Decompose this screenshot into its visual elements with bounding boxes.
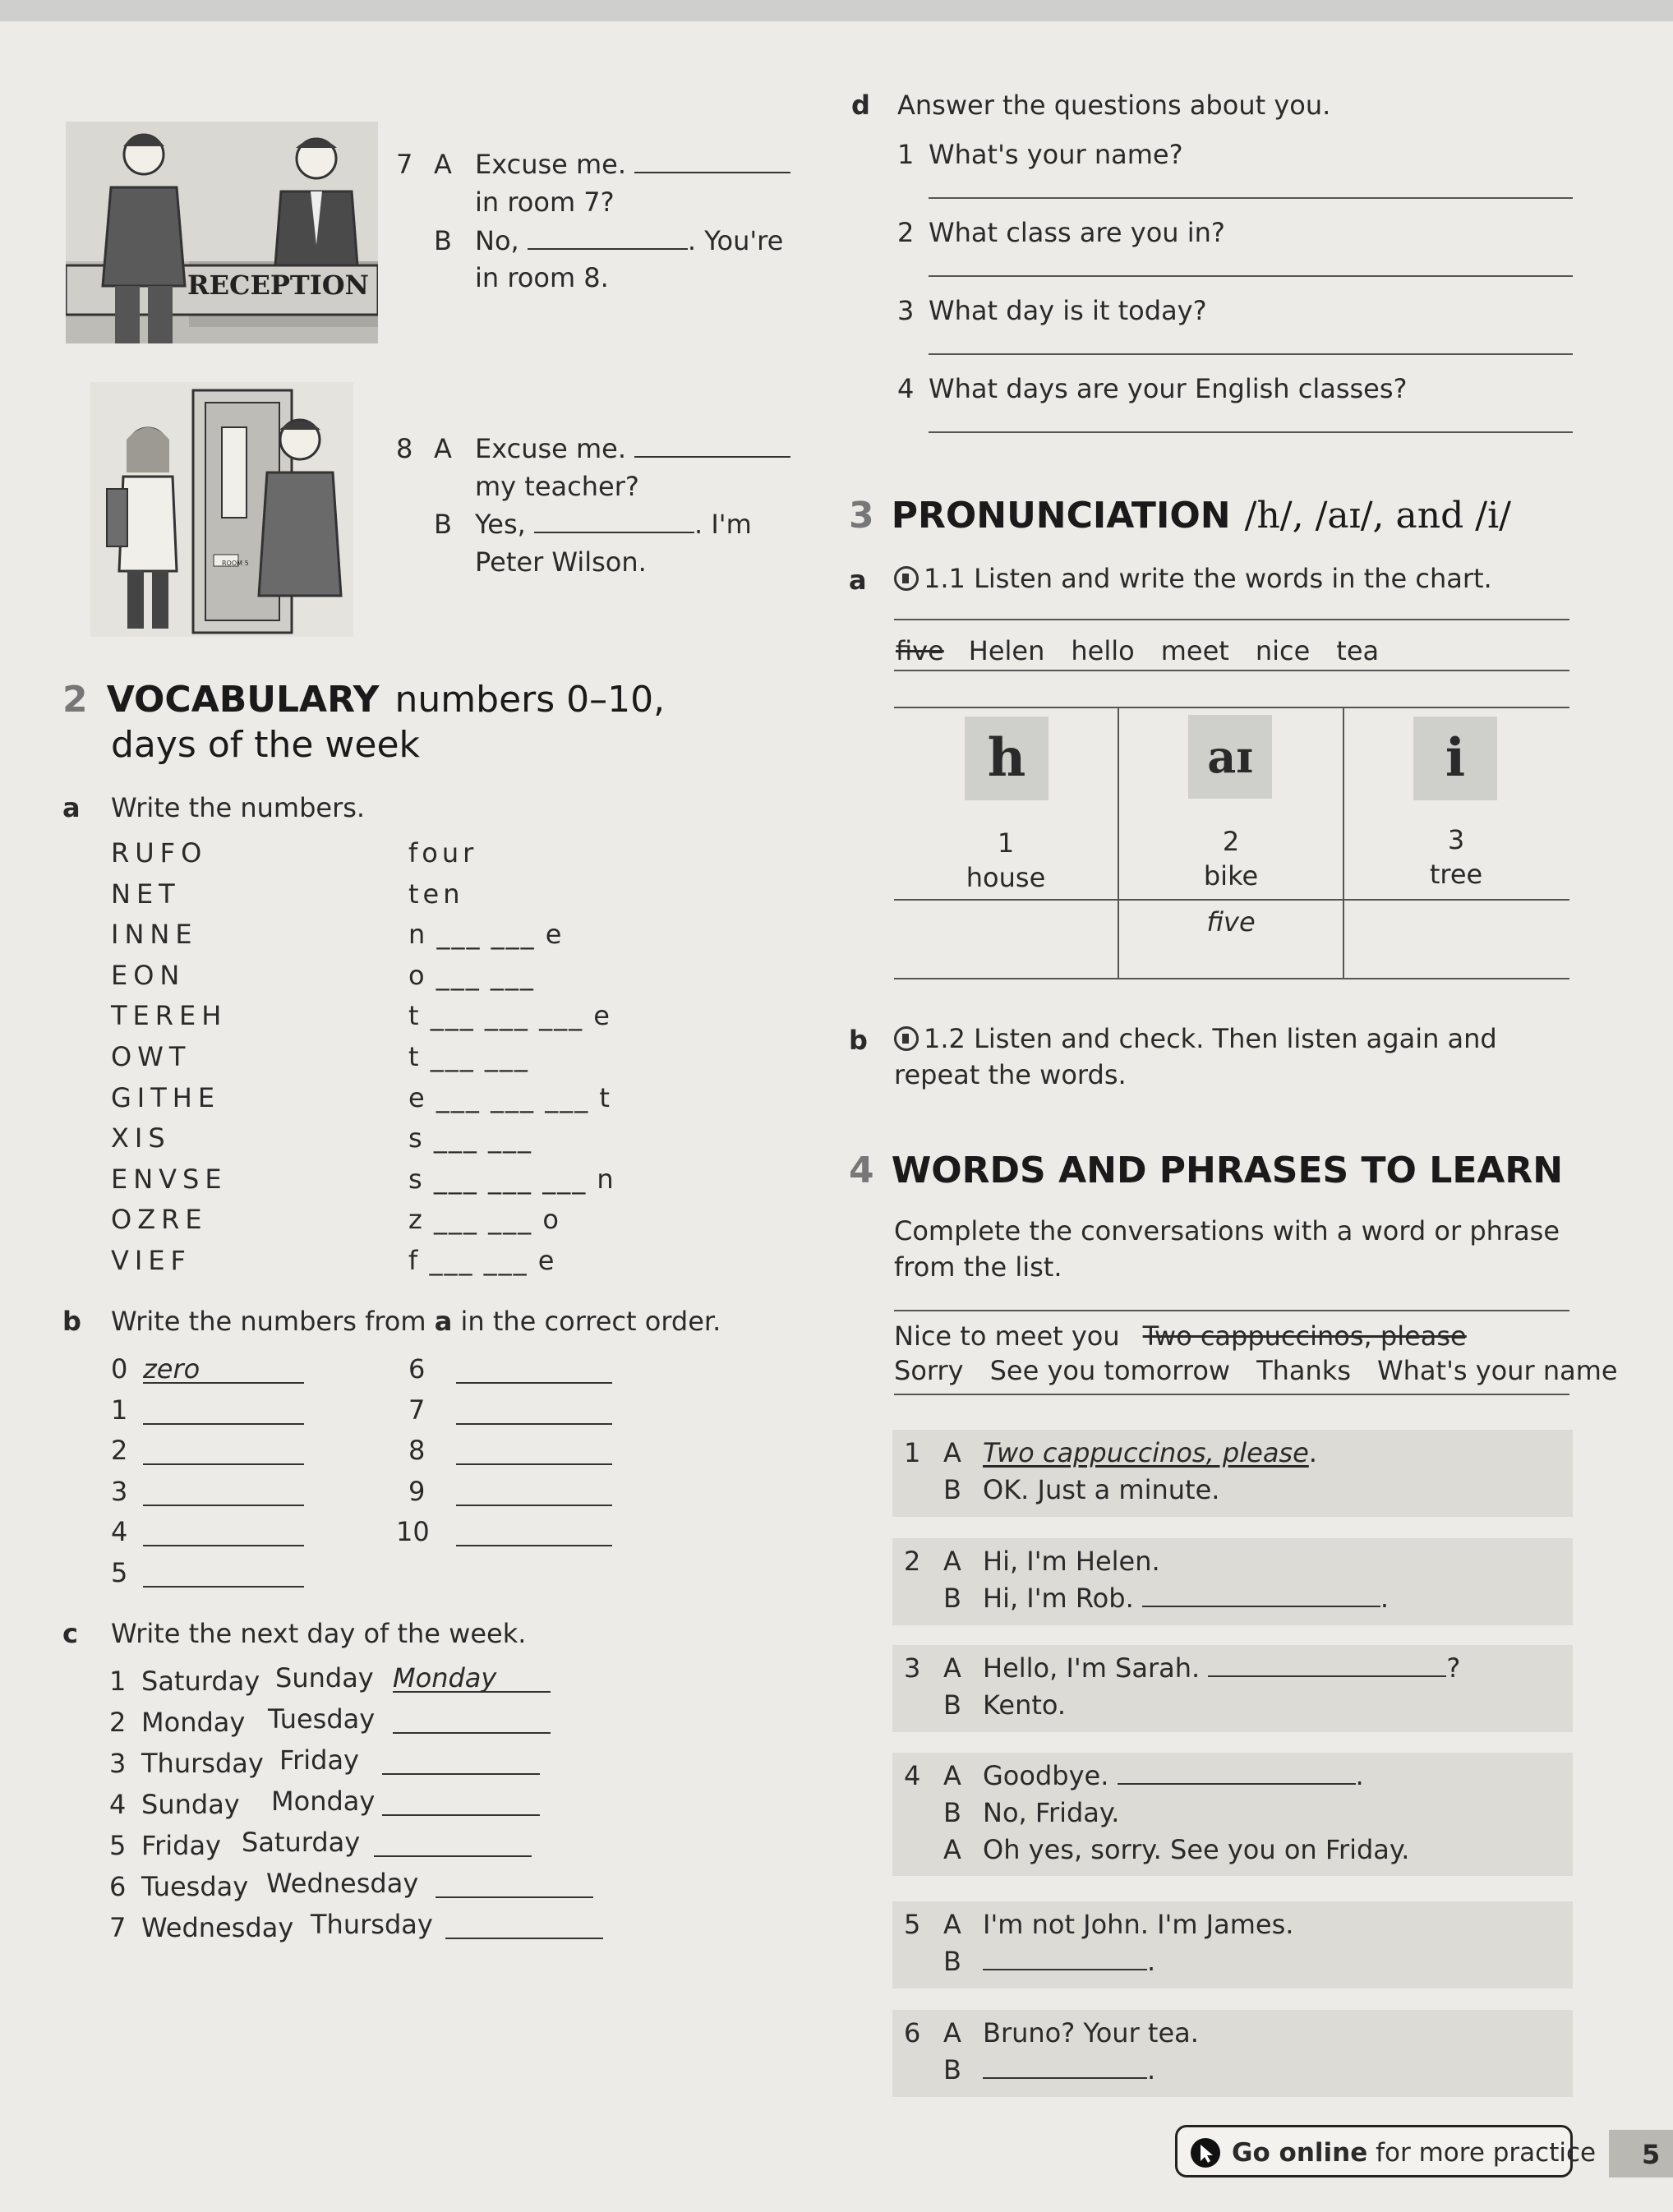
day-item-second: Wednesday — [266, 1868, 419, 1899]
conv-7-a-line2: in room 7? — [475, 187, 615, 218]
section-2b-instruction — [111, 1306, 721, 1337]
dialog-speaker: B — [943, 1689, 961, 1721]
conv-7-b-line1 — [475, 225, 784, 256]
dialog-text: Goodbye. — [983, 1760, 1109, 1791]
section-4-instruction-1: Complete the conversations with a word or phrase — [894, 1215, 1560, 1247]
pronunciation-word: tea — [1336, 635, 1380, 666]
section-2c-instruction: Write the next day of the week. — [111, 1618, 527, 1649]
section-2-subtitle-1: numbers 0–10, — [394, 679, 666, 721]
door-illustration — [90, 382, 353, 637]
dialog-line — [983, 1583, 1390, 1614]
go-online-text — [1232, 2138, 1597, 2168]
dialog-line — [983, 1546, 1160, 1577]
anagram-answer[interactable]: t ___ ___ ___ e — [408, 1000, 611, 1032]
day-item-first: Saturday — [141, 1666, 260, 1697]
dialog-number: 2 — [904, 1546, 921, 1577]
day-item-first: Monday — [141, 1707, 246, 1738]
dialog-number: 4 — [904, 1760, 921, 1791]
dialog-answer-blank[interactable] — [1118, 1765, 1356, 1785]
wordlist-rule-bottom — [894, 670, 1569, 671]
anagram-answer[interactable]: z ___ ___ o — [408, 1204, 560, 1236]
wordlist-rule-top — [894, 619, 1569, 620]
day-item-number: 7 — [109, 1912, 127, 1943]
day-item-second: Monday — [271, 1786, 376, 1817]
day-item-second: Sunday — [275, 1662, 374, 1694]
anagram-word: EON — [111, 959, 186, 991]
question-answer-line[interactable] — [929, 353, 1573, 355]
day-item-first: Tuesday — [141, 1871, 249, 1902]
anagram-answer[interactable]: s ___ ___ ___ n — [408, 1163, 615, 1195]
door-drawing — [90, 382, 353, 637]
section-3b-text-1: Listen and check. Then listen again and — [974, 1023, 1497, 1054]
pronunciation-word: five — [896, 635, 944, 666]
day-item-first: Friday — [141, 1830, 221, 1861]
section-3a-track: 1.1 — [924, 563, 966, 594]
order-number: 5 — [111, 1557, 128, 1588]
chart-col-1-number: 1 — [997, 827, 1015, 859]
chart-symbol-1: h — [987, 727, 1026, 789]
order-number: 3 — [111, 1475, 128, 1507]
pronunciation-word-list — [896, 635, 1405, 666]
order-answer-blank[interactable] — [143, 1560, 304, 1588]
section-3b-track: 1.2 — [924, 1023, 966, 1054]
chart-col-2-number: 2 — [1222, 826, 1240, 857]
anagram-answer[interactable]: f ___ ___ e — [408, 1245, 556, 1276]
conv-8-a-line2: my teacher? — [475, 471, 639, 502]
dialog-punct: . — [1380, 1583, 1390, 1614]
page-number: 5 — [1642, 2139, 1661, 2170]
order-answer-blank[interactable] — [143, 1478, 304, 1506]
dialog-number: 6 — [904, 2017, 921, 2048]
page-top-edge — [0, 0, 1673, 21]
conv-8-b-line2: Peter Wilson. — [475, 546, 647, 578]
day-item-first: Thursday — [141, 1748, 264, 1779]
order-answer-blank[interactable] — [143, 1397, 304, 1425]
conv-8-number: 8 — [396, 433, 413, 464]
conv-7-b-end: . You're — [687, 225, 784, 256]
phrase-item: Two cappuccinos, please — [1142, 1320, 1467, 1352]
pronunciation-word: nice — [1255, 635, 1311, 666]
section-3a-instruction — [894, 565, 1492, 592]
section-2-title: VOCABULARY — [106, 679, 380, 721]
conv-7-b-label: B — [434, 225, 452, 256]
phrases-rule-bottom — [894, 1394, 1569, 1395]
anagram-word: OWT — [111, 1041, 191, 1072]
anagram-word: OZRE — [111, 1204, 208, 1236]
dialog-speaker: B — [943, 1946, 961, 1977]
anagram-word: TEREH — [111, 1000, 228, 1032]
day-answer-blank[interactable] — [393, 1662, 551, 1694]
order-number: 4 — [111, 1516, 128, 1548]
section-2c-label: c — [62, 1618, 78, 1649]
chart-col-1-word: house — [966, 862, 1046, 893]
anagram-word: INNE — [111, 919, 198, 951]
section-3-heading — [849, 495, 1511, 537]
day-answer-blank[interactable] — [445, 1911, 603, 1939]
section-3b-instruction-2: repeat the words. — [894, 1059, 1127, 1090]
question-number: 4 — [897, 373, 915, 404]
question-answer-line[interactable] — [929, 431, 1573, 433]
pronunciation-word: hello — [1071, 635, 1135, 666]
go-online-button[interactable] — [1175, 2125, 1597, 2177]
dialog-speaker: A — [943, 1760, 961, 1791]
section-3-sounds: /h/, /aɪ/, and /i/ — [1244, 495, 1511, 537]
section-2b-label: b — [62, 1306, 81, 1337]
order-number: 7 — [408, 1394, 426, 1426]
dialog-line — [983, 1948, 1155, 1975]
cursor-arrow-icon — [1191, 2138, 1220, 2168]
section-d-instruction: Answer the questions about you. — [897, 90, 1331, 121]
dialog-line — [983, 1797, 1120, 1828]
reception-illustration — [66, 122, 378, 343]
chart-symbol-ai-icon — [1188, 715, 1272, 799]
dialog-line — [983, 1689, 1067, 1721]
dialog-number: 1 — [904, 1437, 921, 1468]
anagram-answer[interactable]: e ___ ___ ___ t — [408, 1081, 611, 1113]
order-answer-blank[interactable] — [456, 1478, 612, 1506]
phrase-item: Sorry — [894, 1355, 964, 1386]
order-answer-blank[interactable] — [456, 1437, 612, 1465]
order-number: 9 — [408, 1475, 426, 1507]
day-answer-blank[interactable] — [382, 1788, 540, 1816]
order-answer-blank[interactable] — [143, 1518, 304, 1546]
question-text: What day is it today? — [929, 295, 1207, 326]
dialog-text: I'm not John. I'm James. — [983, 1909, 1294, 1940]
question-answer-line[interactable] — [929, 197, 1573, 199]
order-answer-blank[interactable] — [456, 1518, 612, 1546]
conv-8-b-start: Yes, — [475, 509, 526, 540]
anagram-word: ENVSE — [111, 1163, 228, 1195]
section-3-number: 3 — [849, 495, 874, 537]
dialog-speaker: A — [943, 1652, 961, 1684]
day-answer-blank[interactable] — [436, 1870, 593, 1898]
chart-rule-bottom — [894, 978, 1569, 979]
day-item-second: Tuesday — [268, 1703, 376, 1735]
dialog-line — [983, 1760, 1364, 1791]
dialog-punct: . — [1355, 1760, 1364, 1791]
reception-drawing — [66, 122, 378, 343]
order-answer-blank[interactable] — [456, 1356, 612, 1384]
anagram-word: GITHE — [111, 1081, 221, 1113]
chart-col-2-answer[interactable]: five — [1206, 906, 1256, 938]
day-item-second: Friday — [279, 1744, 359, 1776]
anagram-answer[interactable]: t ___ ___ — [408, 1041, 529, 1072]
dialog-line — [983, 2017, 1199, 2048]
conv-7-b-line2: in room 8. — [475, 262, 609, 293]
anagram-word: XIS — [111, 1122, 171, 1154]
conv-8-b-blank[interactable] — [534, 514, 694, 533]
order-number: 10 — [396, 1516, 430, 1548]
conv-7-a-blank[interactable] — [634, 154, 790, 173]
phrase-item: What's your name — [1377, 1355, 1618, 1386]
dialog-answer-blank[interactable] — [983, 2059, 1147, 2079]
dialog-answer-blank[interactable] — [1208, 1657, 1446, 1677]
dialog-punct: ? — [1446, 1652, 1461, 1684]
dialog-line — [983, 1836, 1409, 1863]
day-item-second: Saturday — [242, 1827, 361, 1858]
section-2b-instr-start: Write the numbers from — [111, 1306, 435, 1337]
conv-8-b-line1 — [475, 509, 752, 540]
dialog-speaker: A — [943, 2017, 961, 2048]
dialog-number: 3 — [904, 1652, 921, 1684]
section-d-label: d — [851, 90, 870, 121]
question-text: What days are your English classes? — [929, 373, 1408, 404]
section-3a-label: a — [849, 565, 867, 596]
chart-col-3-number: 3 — [1447, 824, 1465, 855]
question-number: 1 — [897, 139, 915, 170]
go-online-bold: Go online — [1232, 2138, 1368, 2168]
conv-8-a-text: Excuse me. — [475, 433, 627, 464]
dialog-line — [983, 1911, 1293, 1938]
section-3b-label: b — [849, 1025, 868, 1056]
question-text: What's your name? — [929, 139, 1183, 170]
order-answer-blank[interactable] — [143, 1353, 304, 1385]
section-2-subtitle-2: days of the week — [111, 724, 421, 766]
anagram-word: NET — [111, 878, 181, 910]
day-item-number: 5 — [109, 1830, 127, 1861]
order-number: 8 — [408, 1435, 426, 1467]
section-2a-label: a — [62, 792, 81, 823]
page-number-tab — [1609, 2130, 1673, 2177]
audio-icon[interactable] — [894, 566, 919, 591]
day-item-first: Wednesday — [141, 1912, 294, 1943]
chart-rule-mid — [894, 899, 1569, 901]
order-number: 0 — [111, 1353, 128, 1385]
conv-7-b-blank[interactable] — [528, 230, 688, 250]
day-answer-blank[interactable] — [393, 1706, 551, 1734]
day-item-number: 6 — [109, 1871, 127, 1902]
day-answer: Monday — [393, 1662, 497, 1694]
anagram-answer[interactable]: n ___ ___ e — [408, 919, 564, 951]
dialog-text: Bruno? Your tea. — [983, 2017, 1199, 2048]
day-item-number: 3 — [109, 1748, 127, 1779]
dialog-text: Hello, I'm Sarah. — [983, 1652, 1201, 1684]
dialog-line — [983, 1437, 1317, 1468]
conv-7-a-label: A — [434, 149, 452, 180]
order-answer-blank[interactable] — [456, 1397, 612, 1425]
question-number: 2 — [897, 217, 915, 248]
dialog-text: Hi, I'm Rob. — [983, 1583, 1134, 1614]
anagram-answer[interactable]: s ___ ___ — [408, 1122, 533, 1154]
order-answer-blank[interactable] — [143, 1437, 304, 1465]
dialog-text: Hi, I'm Helen. — [983, 1546, 1160, 1577]
pronunciation-word: meet — [1160, 635, 1229, 666]
chart-symbol-i-icon — [1413, 717, 1497, 800]
conv-8-a-line1 — [475, 435, 790, 462]
dialog-speaker: A — [943, 1437, 961, 1468]
section-4-heading — [849, 1150, 1564, 1191]
phrases-row-1 — [894, 1320, 1490, 1352]
phrase-item: See you tomorrow — [989, 1355, 1231, 1386]
section-4-number: 4 — [849, 1150, 874, 1191]
chart-col-2-word: bike — [1203, 860, 1259, 892]
order-example-answer: zero — [143, 1353, 200, 1385]
dialog-text: No, Friday. — [983, 1797, 1120, 1828]
chart-symbol-2: aɪ — [1207, 730, 1253, 783]
dialog-punct: . — [1147, 1946, 1156, 1977]
reception-sign: RECEPTION — [187, 270, 369, 301]
conv-7-a-line1 — [475, 149, 790, 180]
dialog-punct: . — [1147, 2054, 1156, 2085]
day-answer-blank[interactable] — [382, 1747, 540, 1775]
question-number: 3 — [897, 295, 915, 326]
dialog-speaker: A — [943, 1909, 961, 1940]
section-4-instruction-2: from the list. — [894, 1251, 1062, 1283]
day-item-first: Sunday — [141, 1789, 240, 1820]
day-item-number: 1 — [109, 1666, 127, 1697]
dialog-line — [983, 1474, 1220, 1505]
anagram-answer: ten — [408, 878, 464, 910]
conv-8-a-blank[interactable] — [634, 438, 790, 458]
section-3a-text: Listen and write the words in the chart. — [974, 563, 1492, 594]
phrase-item: Thanks — [1256, 1355, 1351, 1386]
day-item-number: 2 — [109, 1707, 127, 1738]
order-number: 2 — [111, 1435, 128, 1467]
phrase-item: Nice to meet you — [894, 1320, 1120, 1352]
day-answer-blank[interactable] — [374, 1829, 532, 1857]
order-number: 6 — [408, 1353, 426, 1385]
section-3b-instruction-1 — [894, 1025, 1497, 1052]
audio-icon[interactable] — [894, 1026, 919, 1051]
anagram-word: RUFO — [111, 837, 208, 869]
phrases-rule-top — [894, 1310, 1569, 1311]
dialog-punct: . — [1308, 1437, 1317, 1468]
section-3-title: PRONUNCIATION — [891, 495, 1231, 537]
dialog-answer: Two cappuccinos, please — [983, 1437, 1309, 1468]
dialog-text: Kento. — [983, 1689, 1067, 1721]
section-2-number: 2 — [62, 679, 88, 721]
chart-col-3-word: tree — [1429, 859, 1483, 890]
section-2b-instr-end: in the correct order. — [452, 1306, 721, 1337]
anagram-word: VIEF — [111, 1245, 191, 1276]
dialog-answer-blank[interactable] — [1142, 1588, 1380, 1607]
section-2a-instruction: Write the numbers. — [111, 792, 366, 823]
door-sign: ROOM 5 — [222, 560, 249, 567]
cursor-icon — [1191, 2138, 1220, 2168]
day-item-second: Thursday — [311, 1909, 433, 1940]
question-answer-line[interactable] — [929, 275, 1573, 277]
dialog-answer-blank[interactable] — [983, 1951, 1147, 1970]
conv-7-number: 7 — [396, 149, 413, 180]
day-item-number: 4 — [109, 1789, 127, 1820]
dialog-line — [983, 2054, 1156, 2085]
dialog-speaker: B — [943, 1583, 961, 1614]
anagram-answer[interactable]: o ___ ___ — [408, 959, 535, 991]
question-text: What class are you in? — [929, 217, 1225, 248]
conv-8-a-label: A — [434, 433, 452, 464]
pronunciation-chart — [894, 708, 1569, 979]
section-2b-instr-bold: a — [434, 1306, 453, 1337]
dialog-number: 5 — [904, 1909, 921, 1940]
chart-symbol-h-icon — [965, 717, 1049, 800]
anagram-answer: four — [408, 837, 478, 869]
dialog-speaker: A — [943, 1834, 961, 1865]
section-4-title: WORDS AND PHRASES TO LEARN — [891, 1150, 1564, 1191]
dialog-line — [983, 1652, 1461, 1684]
conv-8-b-label: B — [434, 509, 452, 540]
conv-7-a-text: Excuse me. — [475, 149, 627, 180]
order-number: 1 — [111, 1394, 128, 1426]
chart-symbol-3: i — [1445, 727, 1466, 789]
dialog-speaker: A — [943, 1546, 961, 1577]
dialog-speaker: B — [943, 1797, 961, 1828]
conv-7-b-start: No, — [475, 225, 519, 256]
phrases-row-2 — [894, 1357, 1644, 1384]
section-2-heading — [62, 679, 666, 721]
dialog-text: OK. Just a minute. — [983, 1474, 1220, 1505]
dialog-speaker: B — [943, 1474, 961, 1505]
dialog-text: Oh yes, sorry. See you on Friday. — [983, 1834, 1410, 1865]
pronunciation-word: Helen — [968, 635, 1045, 666]
dialog-speaker: B — [943, 2054, 961, 2085]
go-online-rest: for more practice — [1376, 2138, 1597, 2168]
conv-8-b-end: . I'm — [694, 509, 752, 540]
